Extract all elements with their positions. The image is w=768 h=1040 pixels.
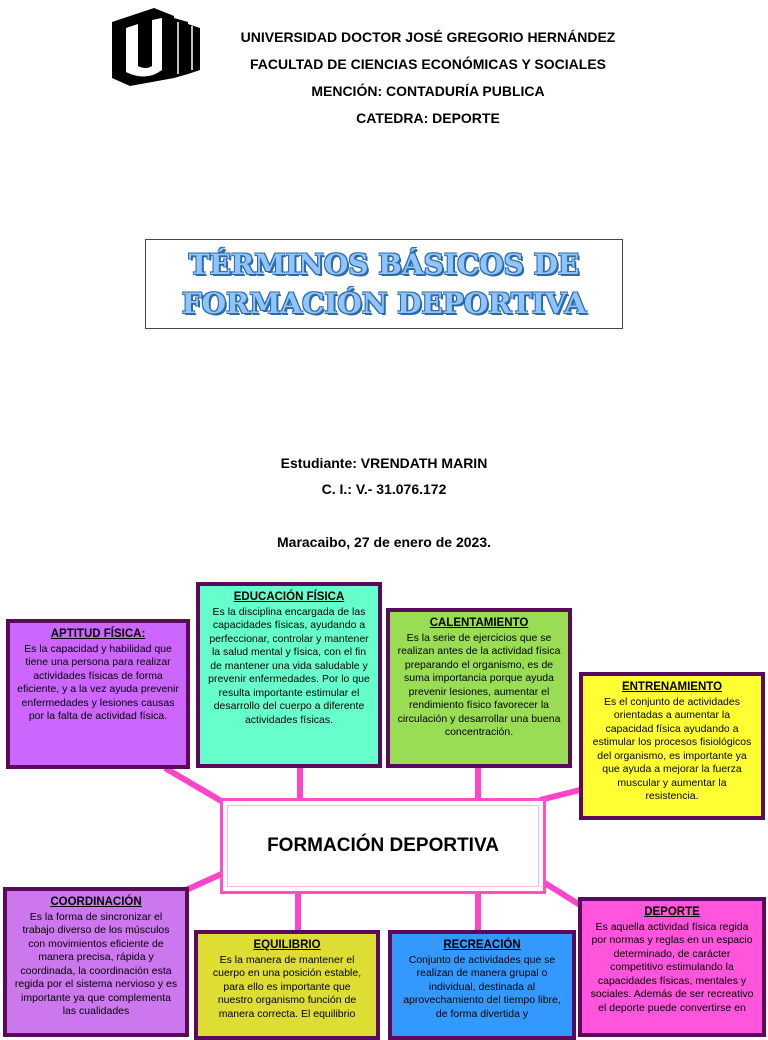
recreacion-title: RECREACIÓN — [443, 939, 521, 951]
educacion-box — [196, 582, 382, 768]
aptitud-text: Es la capacidad y habilidad que tiene una persona para realizar actividades físicas de forma eficiente, y a la vez ayuda prevenir enfermedades y lesiones causas por la falta de actividad física. — [17, 642, 179, 722]
center-concept-box — [220, 798, 546, 894]
aptitud-box — [6, 619, 190, 769]
mention-name: MENCIÓN: CONTADURÍA PUBLICA — [311, 83, 545, 99]
center-concept-label: FORMACIÓN DEPORTIVA — [267, 835, 499, 856]
calentamiento-title: CALENTAMIENTO — [429, 617, 529, 629]
educacion-title: EDUCACIÓN FÍSICA — [233, 591, 345, 603]
university-name: UNIVERSIDAD DOCTOR JOSÉ GREGORIO HERNÁNDEZ — [240, 29, 616, 45]
student-name: Estudiante: VRENDATH MARIN — [280, 455, 488, 471]
coordinacion-box — [3, 887, 189, 1037]
deporte-title: DEPORTE — [644, 906, 700, 918]
calentamiento-text: Es la serie de ejercicios que se realizan antes de la actividad física preparando el organismo, es de suma importancia porque ayuda prevenir lesiones, aumentar el rendimiento físico favorecer la circulación y desarrollar una buena concentración. — [397, 631, 561, 738]
deporte-box — [578, 897, 766, 1037]
recreacion-text: Conjunto de actividades que se realizan de manera grupal o individual, destinada al aprovechamiento del tiempo libre, de forma divertida y — [403, 953, 561, 1020]
chair-name: CATEDRA: DEPORTE — [356, 110, 500, 126]
entrenamiento-box — [579, 672, 765, 820]
aptitud-title: APTITUD FÍSICA: — [50, 628, 146, 640]
entrenamiento-title: ENTRENAMIENTO — [621, 681, 723, 693]
entrenamiento-text: Es el conjunto de actividades orientadas a aumentar la capacidad física ayudando a estimular los procesos fisiológicos del organismo, es importante ya que ayuda a mejorar la fuerza muscular y aumentar la resistencia. — [592, 695, 752, 802]
title-line-1: TÉRMINOS BÁSICOS DE — [188, 248, 580, 281]
calentamiento-box — [386, 608, 572, 768]
equilibrio-title: EQUILIBRIO — [253, 939, 321, 951]
coordinacion-text: Es la forma de sincronizar el trabajo diverso de los músculos con movimientos eficiente de manera precisa, rápida y coordinada, la coordinación esta regida por el sistema nervioso y es importante ya que complementa las cualidades — [14, 910, 178, 1017]
deporte-text: Es aquella actividad física regida por normas y reglas en un espacio determinado, de carácter competitivo estimulando la capacidades físicas, mentales y sociales. Además de ser recreativo el deporte puede convertirse en — [590, 920, 754, 1014]
title-line-2: FORMACIÓN DEPORTIVA — [181, 287, 587, 320]
educacion-text: Es la disciplina encargada de las capacidades físicas, ayudando a perfeccionar, controlar y mantener la salud mental y física, con el fin de mantener una vida saludable y prevenir enfermedades. Por lo que resulta importante estimular el desarrollo del cuerpo a diferente actividades físicas. — [208, 605, 370, 726]
equilibrio-text: Es la manera de mantener el cuerpo en una posición estable, para ello es importante que nuestro organismo función de manera correcta. El equilibrio — [212, 953, 362, 1020]
coordinacion-title: COORDINACIÓN — [50, 896, 142, 908]
faculty-name: FACULTAD DE CIENCIAS ECONÓMICAS Y SOCIALES — [250, 56, 606, 72]
student-id: C. I.: V.- 31.076.172 — [321, 481, 447, 497]
place-date: Maracaibo, 27 de enero de 2023. — [277, 534, 491, 550]
